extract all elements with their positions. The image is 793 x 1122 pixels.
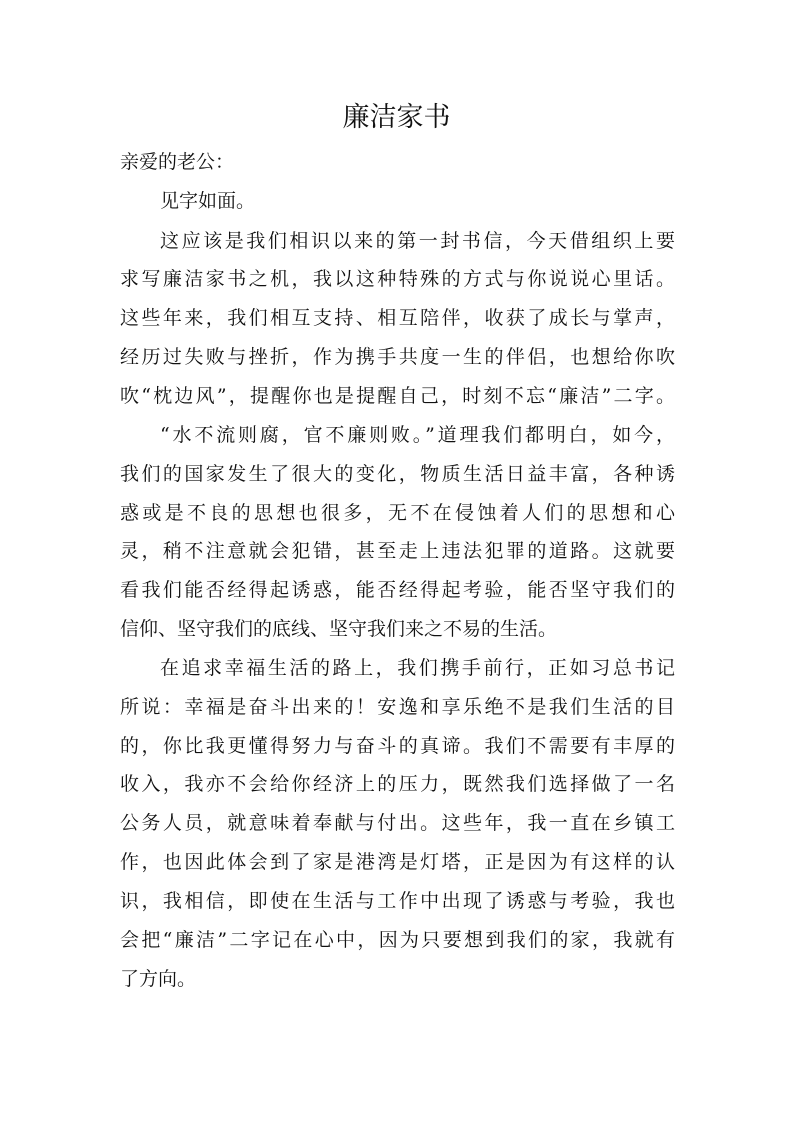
paragraph-line: 信仰、坚守我们的底线、坚守我们来之不易的生活。: [120, 618, 558, 640]
paragraph-line: 吹“枕边风”，提醒你也是提醒自己，时刻不忘“廉洁”二字。: [120, 385, 675, 407]
paragraph-line: 所说：幸福是奋斗出来的！安逸和享乐绝不是我们生活的目: [120, 696, 675, 718]
paragraph-line: “水不流则腐，官不廉则败。”道理我们都明白，如今，: [160, 424, 675, 446]
paragraph-line: 了方向。: [120, 968, 197, 990]
paragraph-line: 会把“廉洁”二字记在心中，因为只要想到我们的家，我就有: [120, 929, 675, 951]
paragraph-line: 的，你比我更懂得努力与奋斗的真谛。我们不需要有丰厚的: [120, 735, 675, 757]
paragraph-line: 在追求幸福生活的路上，我们携手前行，正如习总书记: [160, 657, 675, 679]
paragraph-line: 看我们能否经得起诱惑，能否经得起考验，能否坚守我们的: [120, 579, 675, 601]
paragraph-line: 收入，我亦不会给你经济上的压力，既然我们选择做了一名: [120, 773, 675, 795]
paragraph-line: 公务人员，就意味着奉献与付出。这些年，我一直在乡镇工: [120, 812, 675, 834]
paragraph-line: 灵，稍不注意就会犯错，甚至走上违法犯罪的道路。这就要: [120, 540, 675, 562]
paragraph-line: 这些年来，我们相互支持、相互陪伴，收获了成长与掌声，: [120, 307, 675, 329]
paragraph-line: 我们的国家发生了很大的变化，物质生活日益丰富，各种诱: [120, 463, 675, 485]
paragraph-line: 惑或是不良的思想也很多，无不在侵蚀着人们的思想和心: [120, 502, 675, 524]
paragraph-line: 这应该是我们相识以来的第一封书信，今天借组织上要: [160, 230, 675, 252]
paragraph-line: 求写廉洁家书之机，我以这种特殊的方式与你说说心里话。: [120, 268, 675, 290]
greeting: 见字如面。: [160, 190, 256, 212]
page-title: 廉洁家书: [342, 102, 451, 133]
paragraph-line: 经历过失败与挫折，作为携手共度一生的伴侣，也想给你吹: [120, 346, 675, 368]
paragraph-line: 作，也因此体会到了家是港湾是灯塔，正是因为有这样的认: [120, 851, 675, 873]
salutation: 亲爱的老公：: [120, 151, 235, 173]
paragraph-line: 识，我相信，即使在生活与工作中出现了诱惑与考验，我也: [120, 890, 675, 912]
